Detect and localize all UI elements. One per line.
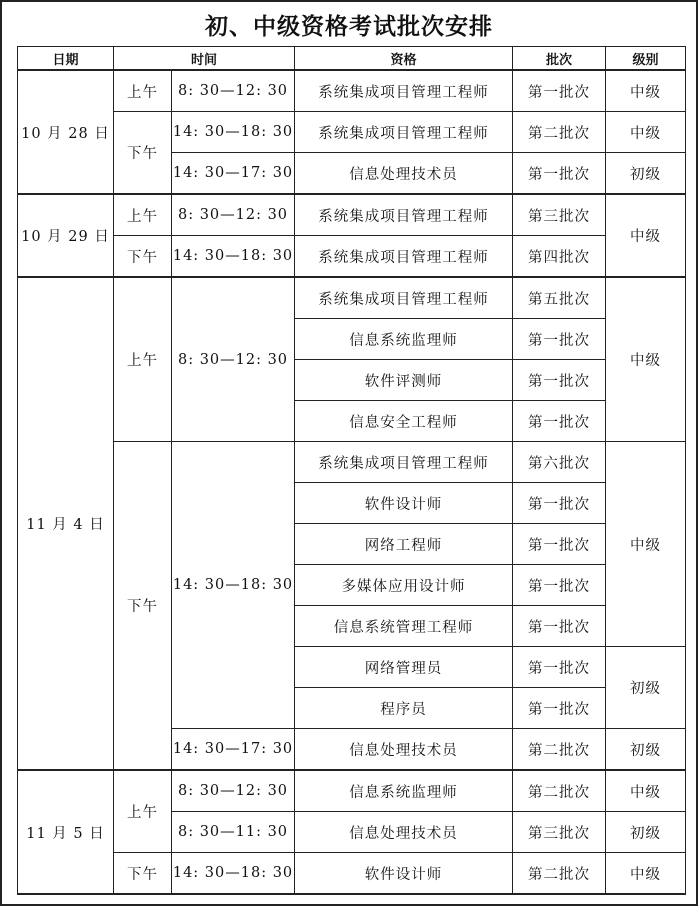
qualification-cell: 系统集成项目管理工程师 — [295, 236, 513, 278]
batch-cell: 第一批次 — [513, 565, 606, 606]
ampm-cell: 下午 — [114, 112, 172, 195]
qualification-cell: 系统集成项目管理工程师 — [295, 70, 513, 112]
table-row — [18, 70, 686, 112]
batch-cell: 第一批次 — [513, 483, 606, 524]
batch-cell: 第一批次 — [513, 153, 606, 195]
qualification-cell: 信息安全工程师 — [295, 401, 513, 442]
level-cell: 中级 — [606, 853, 686, 895]
ampm-cell: 上午 — [114, 194, 172, 236]
date-cell: 10 月 28 日 — [18, 70, 114, 194]
qualification-cell: 网络工程师 — [295, 524, 513, 565]
table-row — [18, 277, 686, 319]
qualification-cell: 信息处理技术员 — [295, 729, 513, 771]
qualification-cell: 信息处理技术员 — [295, 153, 513, 195]
header-qualification: 资格 — [295, 47, 513, 71]
batch-cell: 第一批次 — [513, 647, 606, 688]
qualification-cell: 软件评测师 — [295, 360, 513, 401]
time-cell: 8: 30—11: 30 — [172, 812, 295, 853]
time-cell: 8: 30—12: 30 — [172, 277, 295, 442]
batch-cell: 第一批次 — [513, 401, 606, 442]
ampm-cell: 下午 — [114, 442, 172, 771]
qualification-cell: 软件设计师 — [295, 483, 513, 524]
batch-cell: 第二批次 — [513, 729, 606, 771]
date-cell: 10 月 29 日 — [18, 194, 114, 277]
batch-cell: 第二批次 — [513, 770, 606, 812]
ampm-cell: 下午 — [114, 236, 172, 278]
level-cell: 初级 — [606, 153, 686, 195]
table-row — [18, 853, 686, 895]
qualification-cell: 系统集成项目管理工程师 — [295, 112, 513, 153]
time-cell: 8: 30—12: 30 — [172, 770, 295, 812]
time-cell: 8: 30—12: 30 — [172, 194, 295, 236]
table-row — [18, 770, 686, 812]
qualification-cell: 信息系统管理工程师 — [295, 606, 513, 647]
qualification-cell: 程序员 — [295, 688, 513, 729]
qualification-cell: 信息系统监理师 — [295, 319, 513, 360]
batch-cell: 第二批次 — [513, 853, 606, 895]
qualification-cell: 信息系统监理师 — [295, 770, 513, 812]
time-cell: 14: 30—18: 30 — [172, 442, 295, 729]
time-cell: 8: 30—12: 30 — [172, 70, 295, 112]
page-title: 初、中级资格考试批次安排 — [205, 13, 493, 40]
qualification-cell: 信息处理技术员 — [295, 812, 513, 853]
date-cell: 11 月 5 日 — [18, 770, 114, 894]
level-cell: 中级 — [606, 70, 686, 112]
table-header-row — [18, 47, 686, 71]
ampm-cell: 上午 — [114, 70, 172, 112]
time-cell: 14: 30—18: 30 — [172, 236, 295, 278]
time-cell: 14: 30—18: 30 — [172, 853, 295, 895]
level-cell: 中级 — [606, 194, 686, 277]
header-level: 级别 — [606, 47, 686, 71]
ampm-cell: 上午 — [114, 770, 172, 853]
ampm-cell: 下午 — [114, 853, 172, 895]
qualification-cell: 系统集成项目管理工程师 — [295, 194, 513, 236]
qualification-cell: 多媒体应用设计师 — [295, 565, 513, 606]
exam-schedule-table — [17, 46, 686, 895]
batch-cell: 第一批次 — [513, 688, 606, 729]
batch-cell: 第三批次 — [513, 812, 606, 853]
table-row — [18, 442, 686, 483]
qualification-cell: 系统集成项目管理工程师 — [295, 277, 513, 319]
table-row — [18, 112, 686, 153]
time-cell: 14: 30—17: 30 — [172, 729, 295, 771]
batch-cell: 第三批次 — [513, 194, 606, 236]
qualification-cell: 软件设计师 — [295, 853, 513, 895]
date-cell: 11 月 4 日 — [18, 277, 114, 770]
ampm-cell: 上午 — [114, 277, 172, 442]
level-cell: 中级 — [606, 442, 686, 647]
batch-cell: 第一批次 — [513, 319, 606, 360]
batch-cell: 第一批次 — [513, 70, 606, 112]
time-cell: 14: 30—17: 30 — [172, 153, 295, 195]
header-time: 时间 — [114, 47, 295, 71]
batch-cell: 第一批次 — [513, 524, 606, 565]
table-row — [18, 194, 686, 236]
header-date: 日期 — [18, 47, 114, 71]
level-cell: 中级 — [606, 277, 686, 442]
batch-cell: 第四批次 — [513, 236, 606, 278]
level-cell: 初级 — [606, 812, 686, 853]
time-cell: 14: 30—18: 30 — [172, 112, 295, 153]
level-cell: 中级 — [606, 112, 686, 153]
level-cell: 中级 — [606, 770, 686, 812]
qualification-cell: 系统集成项目管理工程师 — [295, 442, 513, 483]
level-cell: 初级 — [606, 729, 686, 771]
qualification-cell: 网络管理员 — [295, 647, 513, 688]
batch-cell: 第二批次 — [513, 112, 606, 153]
batch-cell: 第六批次 — [513, 442, 606, 483]
batch-cell: 第五批次 — [513, 277, 606, 319]
batch-cell: 第一批次 — [513, 606, 606, 647]
header-batch: 批次 — [513, 47, 606, 71]
batch-cell: 第一批次 — [513, 360, 606, 401]
table-row — [18, 236, 686, 278]
level-cell: 初级 — [606, 647, 686, 729]
